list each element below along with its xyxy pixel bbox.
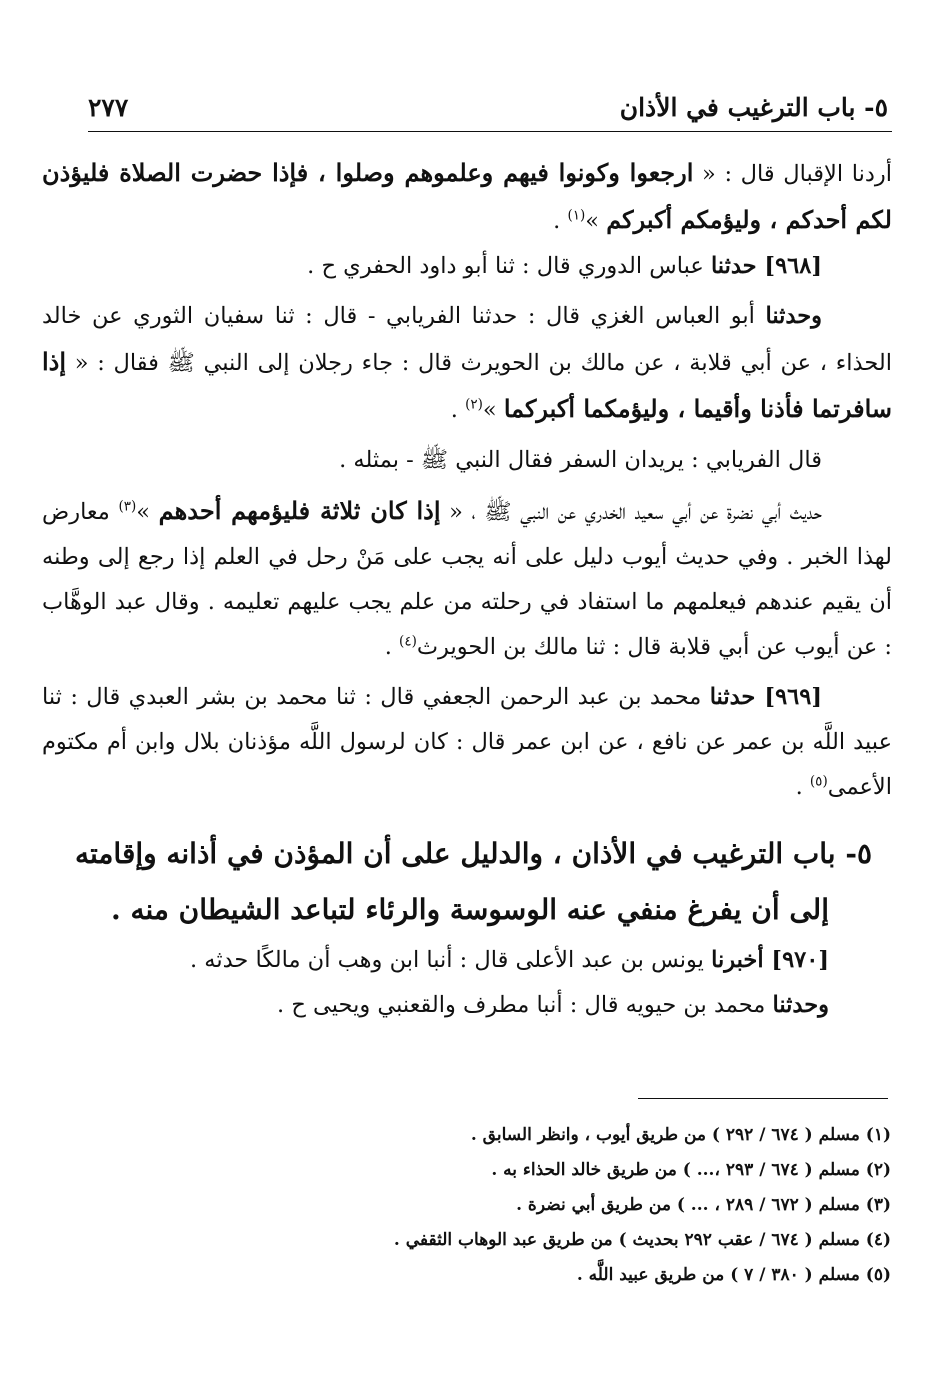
hadith-number: [٩٧٠]: [771, 947, 829, 973]
isnad-paragraph: وحدثنا أبو العباس الغزي قال : حدثنا الفريابي - قال : ثنا سفيان الثوري عن خالد الحذاء ، عن أبي قلابة ، عن مالك بن الحويرث قال : جاء رجلان إلى النبي ﷺ فقال : « إذا سافرتما فأذنا وأقيما ، وليؤمكما أكبركما »$^{(٢)}$ .: [42, 303, 892, 423]
page-number: ٢٧٧: [88, 93, 129, 122]
faryabi-note: قال الفريابي : يريدان السفر فقال النبي ﷺ - بمثله .: [339, 447, 822, 473]
chapter-title: ٥- باب الترغيب في الأذان: [619, 93, 888, 122]
hadith-number: [٩٦٨]: [764, 253, 822, 279]
footnote-ref-5[interactable]: (٥): [809, 773, 828, 790]
footnote-4: (٤) مسلم ( ٦٧٤ / عقب ٢٩٢ بحديث ) من طريق عبد الوهاب الثقفي .: [393, 1230, 891, 1250]
hadith-text: ارجعوا وكونوا فيهم وعلموهم وصلوا ، فإذا حضرت الصلاة فليؤذن لكم أحدكم ، وليؤمكم أكبركم: [42, 158, 892, 234]
chapter-heading: ٥- باب الترغيب في الأذان ، والدليل على أن المؤذن في أذانه وإقامته إلى أن يفرغ منفي عنه الوسوسة والرئاء لتباعد الشيطان منه .: [74, 837, 872, 926]
paragraph-continuation: أردنا الإقبال قال : « ارجعوا وكونوا فيهم وعلموهم وصلوا ، فإذا حضرت الصلاة فليؤذن لكم أحدكم ، وليؤمكم أكبركم »$^{(١)}$ .: [42, 158, 892, 234]
footnote-ref-1[interactable]: (١): [567, 207, 586, 224]
hadith-970: [٩٧٠] أخبرنا يونس بن عبد الأعلى قال : أنبا ابن وهب أن مالكًا حدثه .: [189, 947, 829, 973]
commentary-paragraph: حديث أبي نضرة عن أبي سعيد الخدري عن النبي ﷺ ، « إذا كان ثلاثة فليؤمهم أحدهم »$^{(٣)}$ معارض لهذا الخبر . وفي حديث أيوب دليل على أنه يجب على مَنْ رحل في العلم إذا رجع إلى وطنه أن يقيم عندهم فيعلمهم ما استفاد في رحلته من علم يجب عليهم تعليمه . وقال عبد الوهَّاب : عن أيوب عن أبي قلابة قال : ثنا مالك بن الحويرث$^{(٤)}$ .: [42, 496, 892, 660]
footnote-ref-4[interactable]: (٤): [399, 633, 417, 650]
footnotes: [41, 1118, 891, 1293]
hadith-969: [٩٦٩] حدثنا محمد بن عبد الرحمن الجعفي قال : ثنا محمد بن بشر العبدي قال : ثنا عبيد اللَّه بن عمر عن نافع ، عن ابن عمر قال : كان لرسول اللَّه مؤذنان بلال وابن أم مكتوم الأعمى$^{(٥)}$ .: [42, 684, 892, 800]
hadith-text: إذا كان ثلاثة فليؤمهم أحدهم: [158, 496, 441, 525]
footnote-rule: [638, 1098, 888, 1099]
header-rule: [88, 131, 892, 132]
hadith-968: [٩٦٨] حدثنا عباس الدوري قال : ثنا أبو داود الحفري ح .: [307, 253, 822, 279]
footnote-5: (٥) مسلم ( ٣٨٠ / ٧ ) من طريق عبيد اللَّه .: [576, 1265, 891, 1285]
footnote-ref-2[interactable]: (٢): [465, 396, 483, 413]
footnote-ref-3[interactable]: (٣): [118, 498, 137, 515]
footnote-3: (٣) مسلم ( ٦٧٢ / ٢٨٩ ، ... ) من طريق أبي نضرة .: [516, 1195, 891, 1215]
hadith-text: إذا سافرتما فأذنا وأقيما ، وليؤمكما أكبركما: [42, 347, 892, 423]
footnote-2: (٢) مسلم ( ٦٧٤ / ٢٩٣ ،... ) من طريق خالد الحذاء به .: [491, 1160, 891, 1180]
running-header: [88, 82, 888, 122]
hadith-number: [٩٦٩]: [764, 684, 822, 710]
main-text: [42, 150, 892, 1028]
isnad-paragraph-2: وحدثنا محمد بن حيويه قال : أنبا مطرف والقعنبي ويحيى ح .: [277, 992, 829, 1018]
footnote-1: (١) مسلم ( ٦٧٤ / ٢٩٢ ) من طريق أيوب ، وانظر السابق .: [470, 1125, 891, 1145]
